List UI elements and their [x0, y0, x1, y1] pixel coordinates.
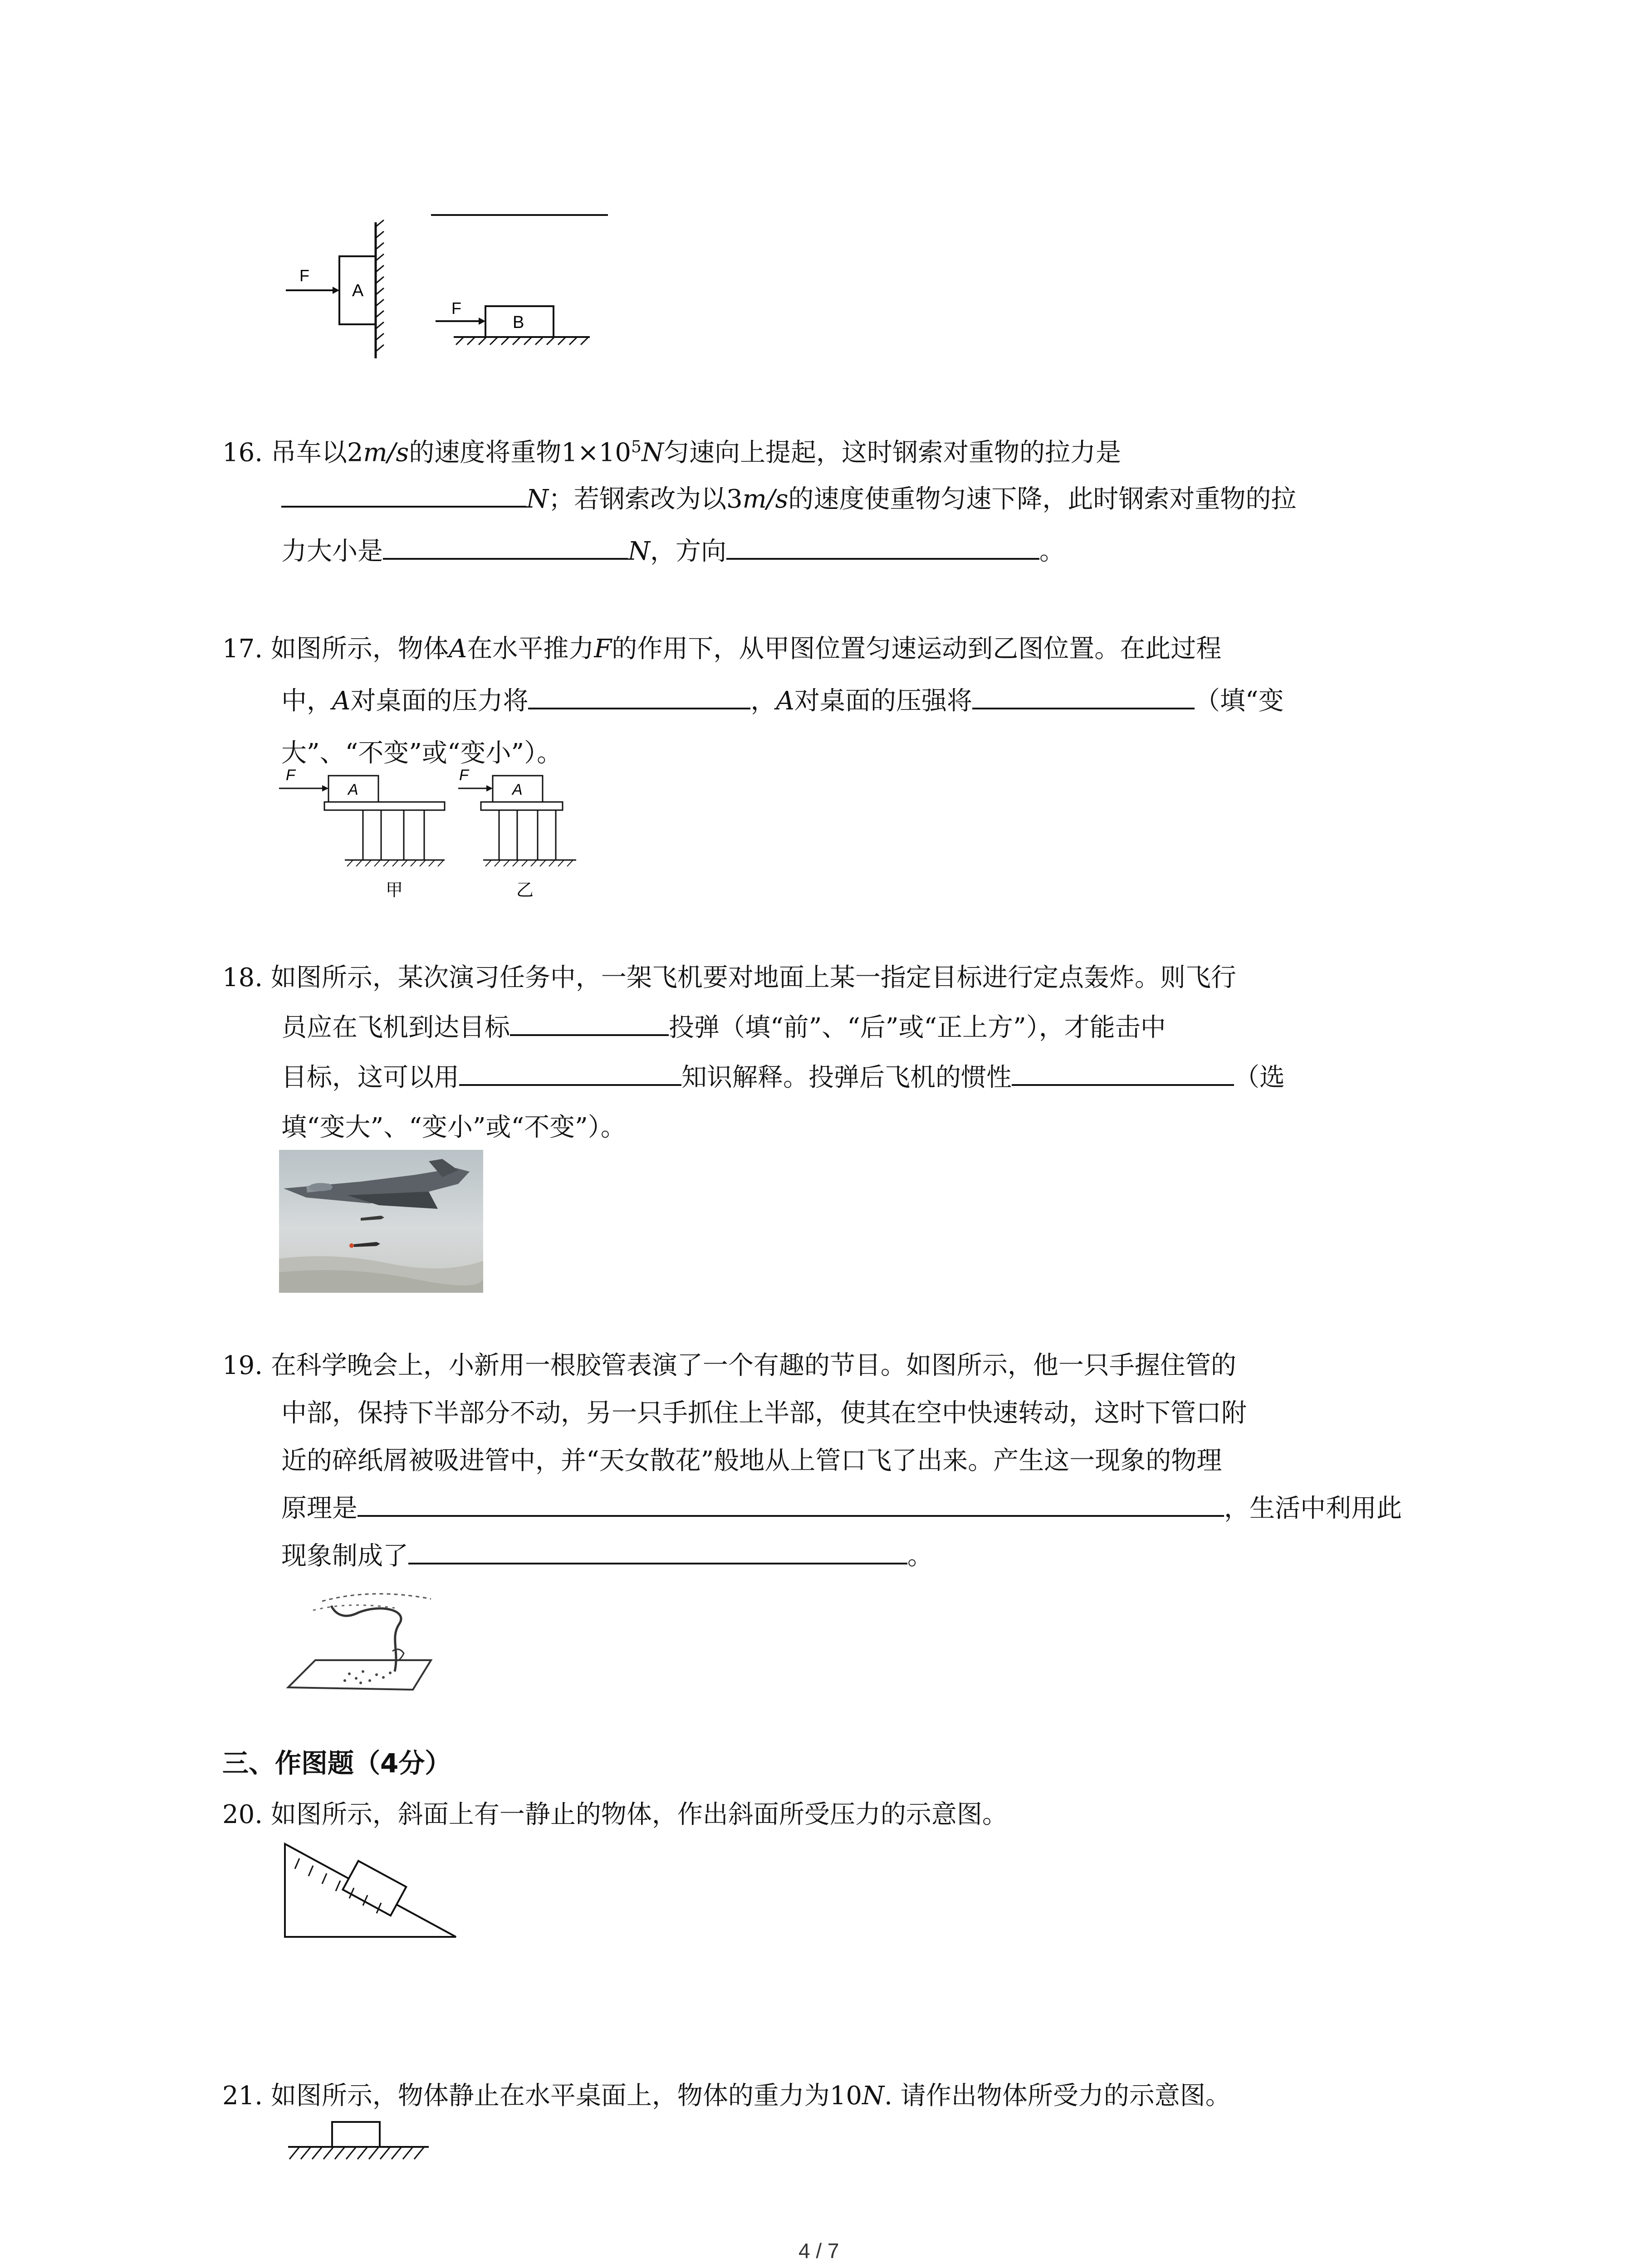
q20-text: 20. 如图所示，斜面上有一静止的物体，作出斜面所受压力的示意图。 — [222, 1800, 1008, 1829]
q16-line3: 力大小是 N，方向 。 — [281, 526, 1065, 577]
q18-number: 18. — [222, 963, 263, 992]
jet-bombing-photo — [279, 1150, 483, 1293]
q17-blank-2[interactable] — [972, 680, 1195, 709]
q21-text: 21. 如图所示，物体静止在水平桌面上，物体的重力为10N. 请作出物体所受力的示意图。 — [222, 2081, 1231, 2111]
fig15-label-b: B — [513, 313, 524, 332]
q18-blank-3[interactable] — [1012, 1057, 1234, 1086]
q18-blank-1[interactable] — [510, 1007, 669, 1036]
q17-blank-1[interactable] — [528, 680, 750, 709]
q19-line1: 19. 在科学晚会上，小新用一根胶管表演了一个有趣的节目。如图所示，他一只手握住管的 — [222, 1351, 1236, 1380]
q19-line2: 中部，保持下半部分不动，另一只手抓住上半部，使其在空中快速转动，这时下管口附 — [281, 1398, 1247, 1428]
q19-line5: 现象制成了 。 — [281, 1531, 933, 1582]
section-3-title: 三、作图题（4分） — [222, 1748, 451, 1779]
q17-line3: 大”、“不变”或“变小”）。 — [281, 738, 563, 768]
wall-hatch — [376, 220, 384, 352]
fig15-label-a: A — [352, 281, 364, 300]
q19-number: 19. — [222, 1351, 263, 1380]
fig17-label-yi: 乙 — [516, 881, 534, 900]
svg-text:F: F — [459, 767, 469, 784]
q18-blank-2[interactable] — [459, 1057, 681, 1086]
q17-line1: 17. 如图所示，物体A在水平推力F的作用下，从甲图位置匀速运动到乙图位置。在此过程 — [222, 634, 1222, 664]
q17-line2: 中，A对桌面的压力将 ，A对桌面的压强将 （填“变 — [281, 676, 1284, 727]
q17-number: 17. — [222, 634, 263, 664]
q21-number: 21. — [222, 2081, 263, 2111]
q16-number: 16. — [222, 438, 263, 468]
q18-line2: 员应在飞机到达目标 投弹（填“前”、“后”或“正上方”），才能击中 — [281, 1002, 1166, 1053]
q18-line1: 18. 如图所示，某次演习任务中，一架飞机要对地面上某一指定目标进行定点轰炸。则飞行 — [222, 963, 1236, 992]
ground-hatch-15 — [456, 337, 588, 345]
svg-text:F: F — [286, 767, 295, 784]
figure-21-block-on-table — [281, 2118, 436, 2168]
q18-line4: 填“变大”、“变小”或“不变”）。 — [281, 1113, 626, 1142]
q16-blank-3[interactable] — [726, 531, 1039, 560]
hand-icon — [392, 1649, 404, 1661]
q16-blank-1[interactable] — [281, 479, 526, 508]
q19-blank-1[interactable] — [358, 1488, 1224, 1517]
svg-text:A: A — [512, 781, 523, 798]
q19-line3: 近的碎纸屑被吸进管中，并“天女散花”般地从上管口飞了出来。产生这一现象的物理 — [281, 1446, 1222, 1476]
figure-15 — [272, 213, 617, 367]
svg-text:A: A — [348, 781, 358, 798]
page-number: 4 / 7 — [798, 2239, 839, 2263]
fig15-label-f2: F — [451, 299, 461, 318]
q16-line2: N；若钢索改为以3m/s的速度使重物匀速下降，此时钢索对重物的拉 — [281, 474, 1296, 525]
q16-line1: 16. 吊车以2m/s的速度将重物$1\times 10^5N$匀速向上提起，这时钢索对重物的拉力是 — [222, 438, 1121, 468]
q19-line4: 原理是 ，生活中利用此 — [281, 1483, 1402, 1534]
q19-blank-2[interactable] — [408, 1535, 907, 1564]
q18-line3: 目标，这可以用 知识解释。投弹后飞机的惯性 （选 — [281, 1052, 1285, 1103]
q16-blank-2[interactable] — [383, 531, 628, 560]
figure-20-incline — [281, 1835, 463, 1944]
hose-experiment-figure — [281, 1588, 472, 1696]
fig15-label-f1: F — [299, 266, 309, 285]
figure-17 — [277, 767, 603, 903]
table-hatch — [289, 2147, 424, 2159]
q20-number: 20. — [222, 1800, 263, 1829]
fig17-label-jia: 甲 — [386, 881, 403, 900]
